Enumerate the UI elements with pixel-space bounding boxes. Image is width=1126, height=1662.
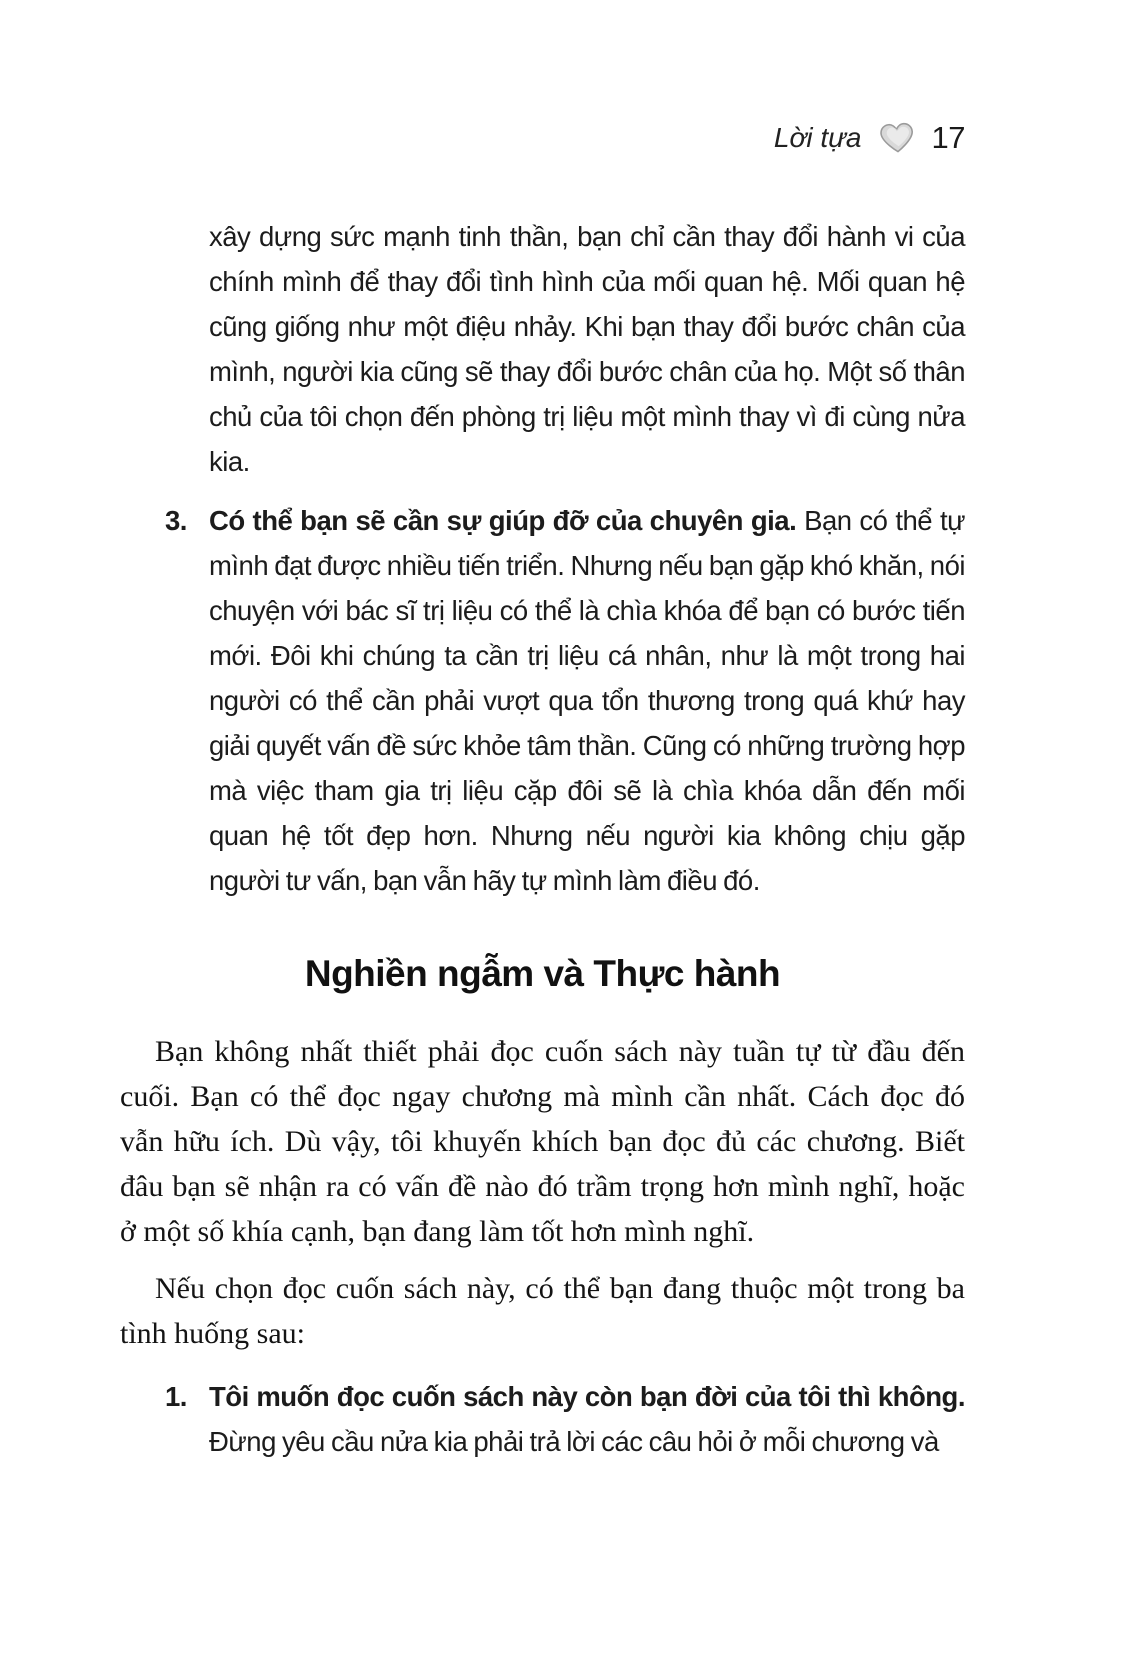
list-item-2-continuation [120,214,965,484]
paragraph-reading-order: Bạn không nhất thiết phải đọc cuốn sách này tuần tự từ đầu đến cuối. Bạn có thể đọc ngay chương mà mình cần nhất. Cách đọc đó vẫn hữu ích. Dù vậy, tôi khuyến khích bạn đọc đủ các chương. Biết đâu bạn sẽ nhận ra có vấn đề nào đó trầm trọng hơn mình nghĩ, hoặc ở một số khía cạnh, bạn đang làm tốt hơn mình nghĩ. [120,1035,965,1248]
page-body [120,214,965,1464]
list-item-3-lead: Có thể bạn sẽ cần sự giúp đỡ của chuyên gia. [209,505,797,536]
running-title: Lời tựa [773,122,862,153]
list-item-1-text [209,1374,965,1464]
list-item-2-continuation-text: xây dựng sức mạnh tinh thần, bạn chỉ cần thay đổi hành vi của chính mình để thay đổi tình hình của mối quan hệ. Mối quan hệ cũng giống như một điệu nhảy. Khi bạn thay đổi bước chân của mình, người kia cũng sẽ thay đổi bước chân của họ. Một số thân chủ của tôi chọn đến phòng trị liệu một mình thay vì đi cùng nửa kia. [209,221,965,477]
list-item-3-body: Bạn có thể tự mình đạt được nhiều tiến triển. Nhưng nếu bạn gặp khó khăn, nói chuyện với bác sĩ trị liệu có thể là chìa khóa để bạn có bước tiến mới. Đôi khi chúng ta cần trị liệu cá nhân, như là một trong hai người có thể cần phải vượt qua tổn thương trong quá khứ hay giải quyết vấn đề sức khỏe tâm thần. Cũng có những trường hợp mà việc tham gia trị liệu cặp đôi sẽ là chìa khóa dẫn đến mối quan hệ tốt đẹp hơn. Nhưng nếu người kia không chịu gặp người tư vấn, bạn vẫn hãy tự mình làm điều đó. [209,505,965,896]
list-item-1 [120,1374,965,1464]
section-heading: Nghiền ngẫm và Thực hành [304,953,781,994]
list-item-3-number: 3. [165,505,187,536]
page-header [120,118,965,158]
list-item-1-body: Đừng yêu cầu nửa kia phải trả lời các câu hỏi ở mỗi chương và [209,1426,939,1457]
page-number: 17 [931,120,965,155]
list-item-1-lead: Tôi muốn đọc cuốn sách này còn bạn đời của tôi thì không. [209,1381,965,1412]
list-item-3-text [209,498,965,903]
paragraph-three-situations: Nếu chọn đọc cuốn sách này, có thể bạn đang thuộc một trong ba tình huống sau: [120,1272,965,1350]
list-item-1-number: 1. [165,1381,187,1412]
list-item-3 [120,498,965,903]
heart-icon [878,121,914,155]
